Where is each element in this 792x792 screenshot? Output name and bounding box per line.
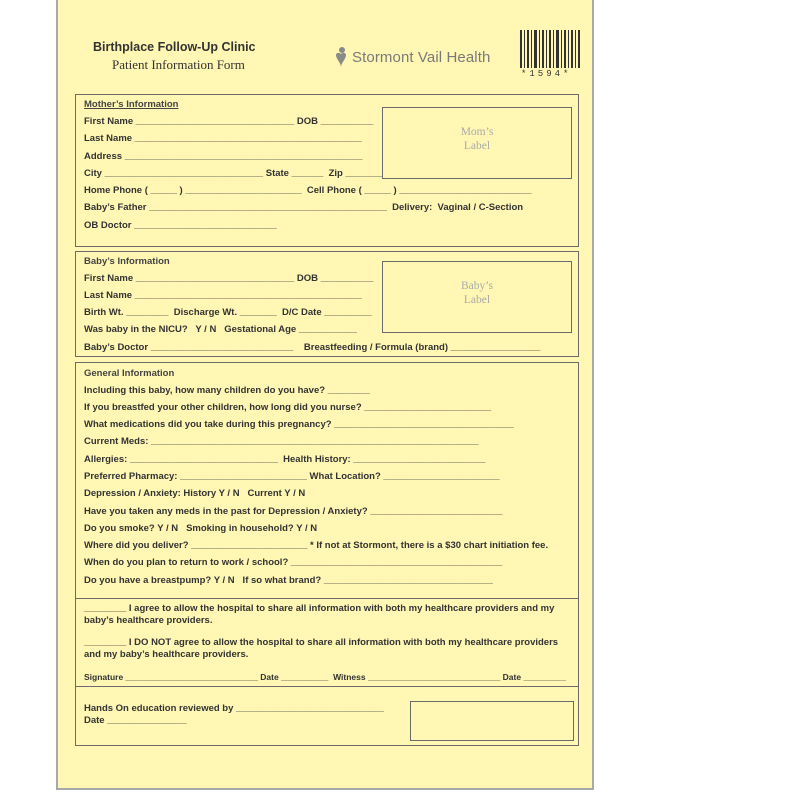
general-section xyxy=(75,362,579,746)
baby-heading: Baby’s Information xyxy=(84,256,170,267)
mother-section xyxy=(75,94,579,247)
logo-text: Stormont Vail Health xyxy=(352,48,491,66)
babys-doctor-field[interactable]: Baby’s Doctor ___________________________ Breastfeeding / Formula (brand) _________________ xyxy=(84,342,541,353)
form-page xyxy=(56,0,594,790)
baby-label-box xyxy=(382,261,572,333)
mother-last-name-field[interactable]: Last Name ___________________________________________ xyxy=(84,133,362,144)
baby-label-line2: Label xyxy=(463,294,491,306)
mother-city-field[interactable]: City ______________________________ State ______ Zip _______ xyxy=(84,168,383,179)
heart-logo-icon xyxy=(334,46,348,68)
barcode-icon xyxy=(520,30,580,68)
mom-label-line2: Label xyxy=(463,140,491,152)
hospital-logo xyxy=(334,46,490,68)
smoking-field[interactable]: Do you smoke? Y / N Smoking in household? Y / N xyxy=(84,523,318,534)
ob-doctor-field[interactable]: OB Doctor ___________________________ xyxy=(84,220,277,231)
return-to-work-field[interactable]: When do you plan to return to work / school? ________________________________________ xyxy=(84,557,503,568)
breastpump-field[interactable]: Do you have a breastpump? Y / N If so what brand? ________________________________ xyxy=(84,575,493,586)
current-meds-field[interactable]: Current Meds: ______________________________________________________________ xyxy=(84,436,479,447)
birth-weight-field[interactable]: Birth Wt. ________ Discharge Wt. _______ D/C Date _________ xyxy=(84,307,372,318)
mother-heading: Mother’s Information xyxy=(84,99,179,110)
education-divider xyxy=(76,686,578,687)
consent-disagree[interactable]: ________ I DO NOT agree to allow the hospital to share all information with both my healthcare providers and my baby’s healthcare providers. xyxy=(84,637,559,660)
depression-field[interactable]: Depression / Anxiety: History Y / N Current Y / N xyxy=(84,488,306,499)
delivery-location-field[interactable]: Where did you deliver? ______________________ * If not at Stormont, there is a $30 chart initiation fee. xyxy=(84,540,549,551)
baby-last-name-field[interactable]: Last Name ___________________________________________ xyxy=(84,290,362,301)
nicu-field[interactable]: Was baby in the NICU? Y / N Gestational Age ___________ xyxy=(84,324,357,335)
education-box xyxy=(410,701,574,741)
form-title: Patient Information Form xyxy=(112,57,245,72)
babys-father-field[interactable]: Baby’s Father _____________________________________________ Delivery: Vaginal / C-Section xyxy=(84,202,524,213)
mom-label-box xyxy=(382,107,572,179)
education-date-field[interactable]: Date _______________ xyxy=(84,715,187,726)
pregnancy-medications-field[interactable]: What medications did you take during this pregnancy? __________________________________ xyxy=(84,419,514,430)
mother-address-field[interactable]: Address _____________________________________________ xyxy=(84,151,363,162)
signature-line[interactable]: Signature ____________________________ Date __________ Witness ____________________________ Date _________ xyxy=(84,672,567,682)
baby-section xyxy=(75,251,579,357)
allergies-field[interactable]: Allergies: ____________________________ Health History: _________________________ xyxy=(84,454,486,465)
children-count-field[interactable]: Including this baby, how many children do you have? ________ xyxy=(84,385,370,396)
mother-phone-field[interactable]: Home Phone ( _____ ) ______________________ Cell Phone ( _____ ) _________________________ xyxy=(84,185,532,196)
consent-agree[interactable]: ________ I agree to allow the hospital to share all information with both my healthcare providers and my baby’s healthcare providers. xyxy=(84,603,555,626)
clinic-title: Birthplace Follow-Up Clinic xyxy=(93,40,256,54)
baby-first-name-field[interactable]: First Name ______________________________ DOB __________ xyxy=(84,273,374,284)
past-meds-field[interactable]: Have you taken any meds in the past for Depression / Anxiety? _________________________ xyxy=(84,506,503,517)
general-heading: General Information xyxy=(84,368,175,379)
barcode-number: *1594* xyxy=(521,69,572,79)
pharmacy-field[interactable]: Preferred Pharmacy: ________________________ What Location? ______________________ xyxy=(84,471,500,482)
education-reviewed-field[interactable]: Hands On education reviewed by ____________________________ xyxy=(84,703,384,714)
baby-label-line1: Baby’s xyxy=(461,280,493,292)
mother-first-name-field[interactable]: First Name ______________________________ DOB __________ xyxy=(84,116,374,127)
mom-label-line1: Mom’s xyxy=(460,126,494,138)
consent-divider xyxy=(76,598,578,599)
breastfeeding-duration-field[interactable]: If you breastfed your other children, how long did you nurse? ________________________ xyxy=(84,402,492,413)
